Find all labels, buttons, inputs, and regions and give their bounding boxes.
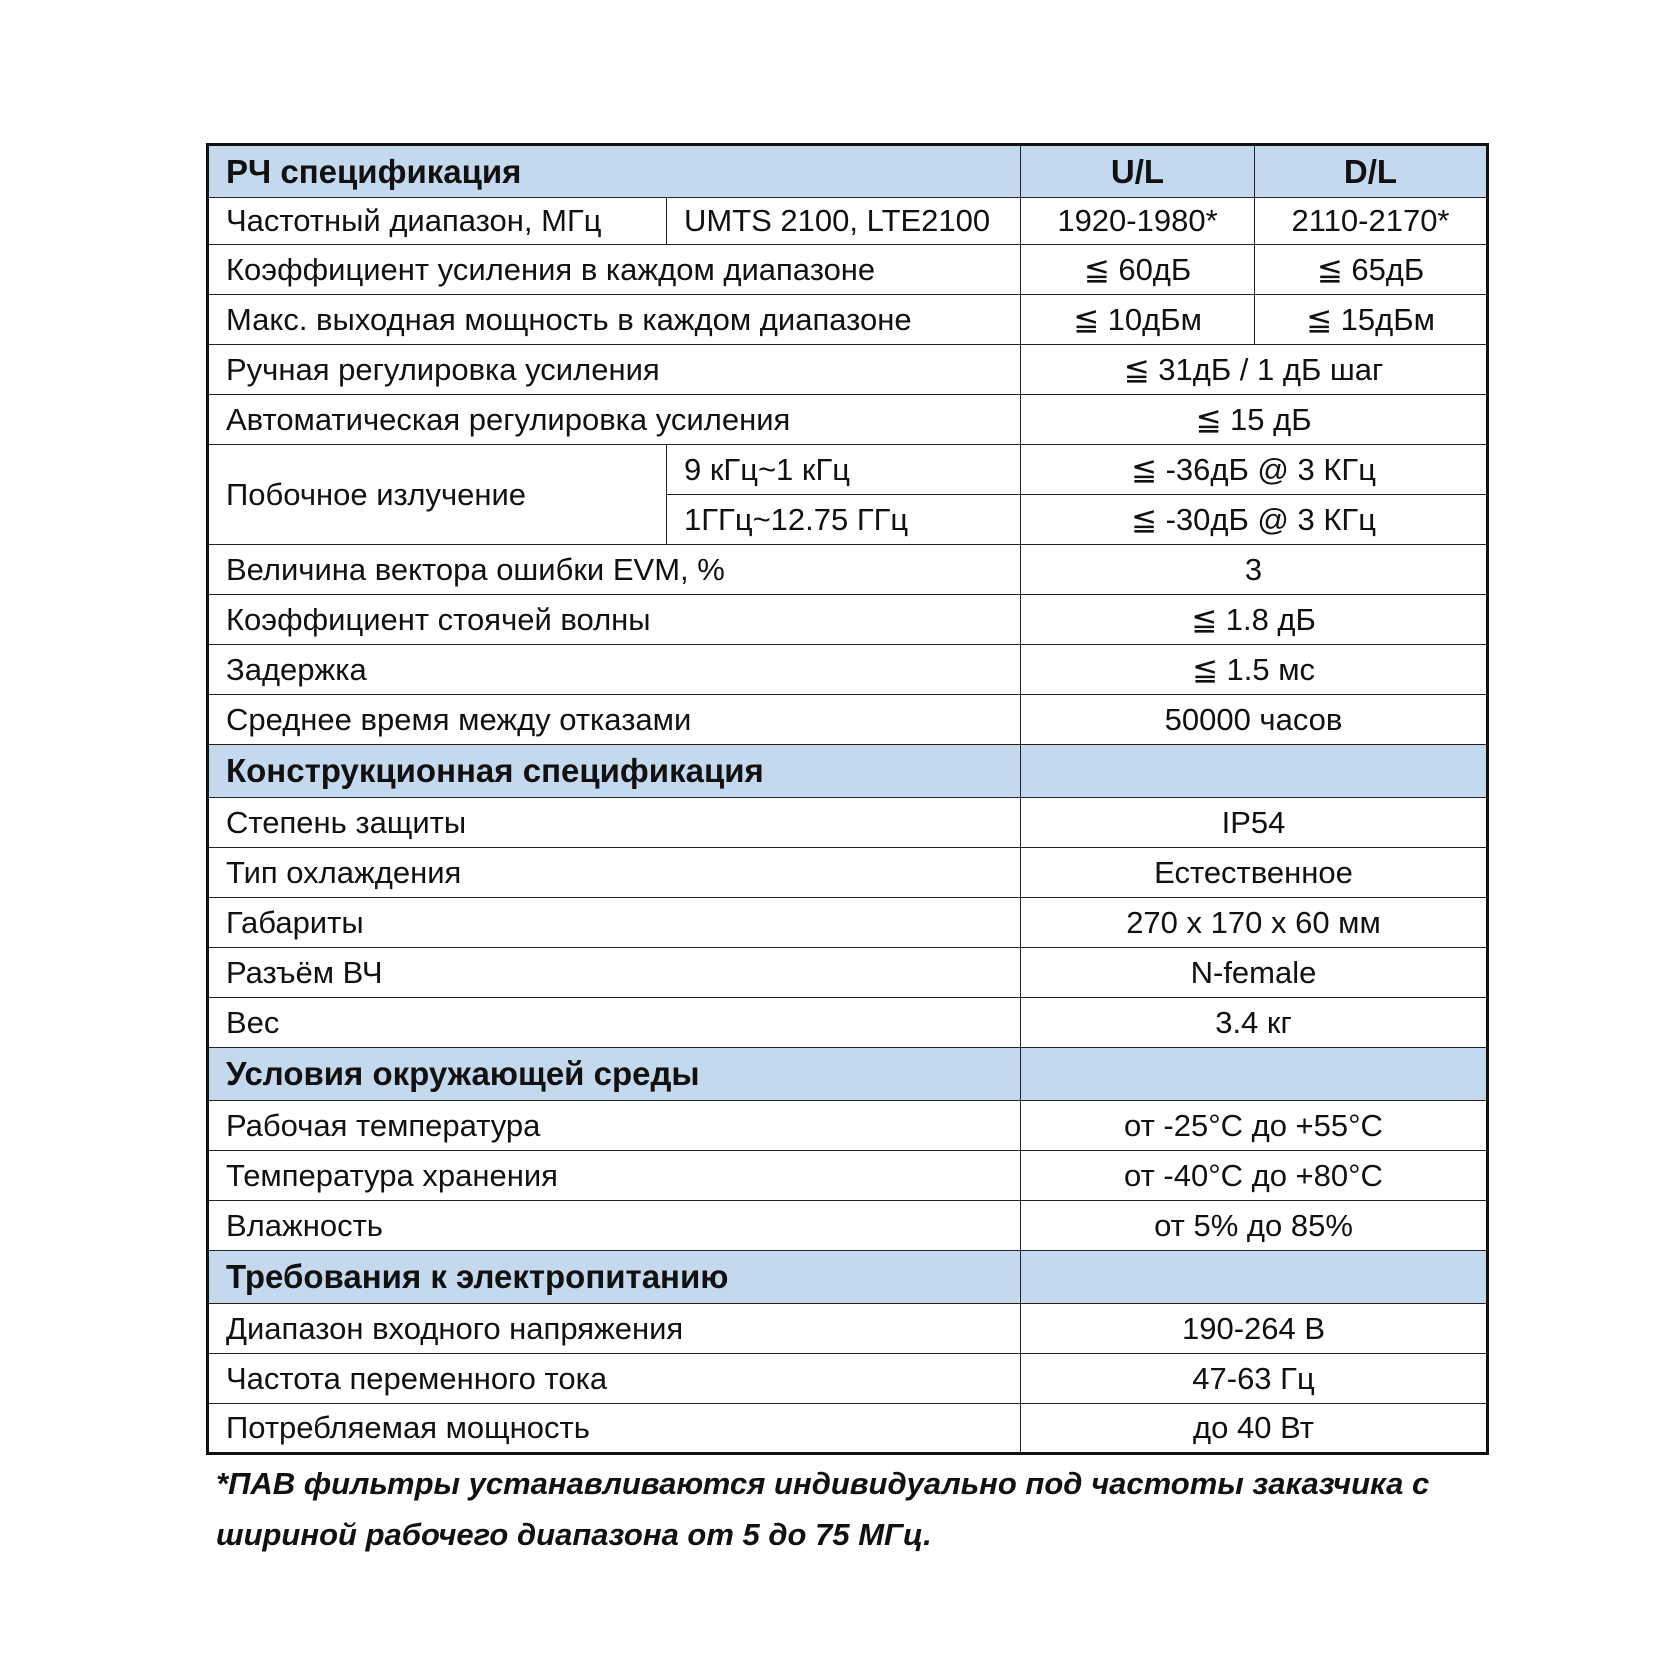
- row-label: Коэффициент усиления в каждом диапазоне: [208, 245, 1021, 295]
- spec-table: [206, 143, 1489, 1455]
- row-label: Вес: [208, 998, 1021, 1048]
- ul-column-header: U/L: [1021, 145, 1255, 198]
- table-row: [208, 198, 1488, 245]
- row-value: до 40 Вт: [1021, 1404, 1488, 1454]
- row-value: N-female: [1021, 948, 1488, 998]
- row-value: ≦ 1.8 дБ: [1021, 595, 1488, 645]
- row-label: Тип охлаждения: [208, 848, 1021, 898]
- pwr-header-row: [208, 1251, 1488, 1304]
- table-row: [208, 345, 1488, 395]
- table-row: [208, 295, 1488, 345]
- row-subrange: 9 кГц~1 кГц: [667, 445, 1021, 495]
- row-value: 47-63 Гц: [1021, 1354, 1488, 1404]
- row-value: ≦ -36дБ @ 3 КГц: [1021, 445, 1488, 495]
- table-row: [208, 595, 1488, 645]
- row-value: от -40°С до +80°С: [1021, 1151, 1488, 1201]
- table-row: [208, 948, 1488, 998]
- row-ul-value: ≦ 10дБм: [1021, 295, 1255, 345]
- table-row: [208, 1151, 1488, 1201]
- dl-column-header: D/L: [1255, 145, 1488, 198]
- row-value: IP54: [1021, 798, 1488, 848]
- row-label: Автоматическая регулировка усиления: [208, 395, 1021, 445]
- row-value: 190-264 В: [1021, 1304, 1488, 1354]
- footnote: *ПАВ фильтры устанавливаются индивидуально под частоты заказчика с шириной рабочего диапазона от 5 до 75 МГц.: [216, 1466, 1430, 1552]
- row-value: от 5% до 85%: [1021, 1201, 1488, 1251]
- row-value: от -25°С до +55°С: [1021, 1101, 1488, 1151]
- row-value: ≦ -30дБ @ 3 КГц: [1021, 495, 1488, 545]
- row-value: ≦ 31дБ / 1 дБ шаг: [1021, 345, 1488, 395]
- rf-section-title: РЧ спецификация: [208, 145, 1021, 198]
- section-header-blank: [1021, 1251, 1488, 1304]
- table-row: [208, 1201, 1488, 1251]
- table-row: [208, 445, 1488, 495]
- row-label: Разъём ВЧ: [208, 948, 1021, 998]
- row-value: 3: [1021, 545, 1488, 595]
- table-row: [208, 695, 1488, 745]
- table-row: [208, 645, 1488, 695]
- table-row: [208, 245, 1488, 295]
- mech-section-title: Конструкционная спецификация: [208, 745, 1021, 798]
- section-header-blank: [1021, 1048, 1488, 1101]
- table-row: [208, 798, 1488, 848]
- row-value: Естественное: [1021, 848, 1488, 898]
- row-label: Габариты: [208, 898, 1021, 948]
- table-row: [208, 1304, 1488, 1354]
- pwr-section-title: Требования к электропитанию: [208, 1251, 1021, 1304]
- mech-header-row: [208, 745, 1488, 798]
- row-ul-value: 1920-1980*: [1021, 198, 1255, 245]
- row-subrange: 1ГГц~12.75 ГГц: [667, 495, 1021, 545]
- row-label: Среднее время между отказами: [208, 695, 1021, 745]
- row-label: Макс. выходная мощность в каждом диапазоне: [208, 295, 1021, 345]
- table-row: [208, 898, 1488, 948]
- row-label: Влажность: [208, 1201, 1021, 1251]
- row-value: ≦ 1.5 мс: [1021, 645, 1488, 695]
- rf-header-row: [208, 145, 1488, 198]
- row-ul-value: ≦ 60дБ: [1021, 245, 1255, 295]
- row-value: 3.4 кг: [1021, 998, 1488, 1048]
- row-label: Частотный диапазон, МГц: [208, 198, 667, 245]
- row-label: Потребляемая мощность: [208, 1404, 1021, 1454]
- row-value: ≦ 15 дБ: [1021, 395, 1488, 445]
- row-label: Температура хранения: [208, 1151, 1021, 1201]
- table-row: [208, 848, 1488, 898]
- section-header-blank: [1021, 745, 1488, 798]
- row-value: 50000 часов: [1021, 695, 1488, 745]
- row-label: Ручная регулировка усиления: [208, 345, 1021, 395]
- row-label: Степень защиты: [208, 798, 1021, 848]
- table-row: [208, 1404, 1488, 1454]
- table-row: [208, 1354, 1488, 1404]
- row-label: Диапазон входного напряжения: [208, 1304, 1021, 1354]
- table-row: [208, 395, 1488, 445]
- row-dl-value: ≦ 65дБ: [1255, 245, 1488, 295]
- env-section-title: Условия окружающей среды: [208, 1048, 1021, 1101]
- row-label: Частота переменного тока: [208, 1354, 1021, 1404]
- table-row: [208, 1101, 1488, 1151]
- row-label: Побочное излучение: [208, 445, 667, 545]
- env-header-row: [208, 1048, 1488, 1101]
- table-row: [208, 998, 1488, 1048]
- row-label: Рабочая температура: [208, 1101, 1021, 1151]
- row-dl-value: ≦ 15дБм: [1255, 295, 1488, 345]
- row-value: 270 х 170 х 60 мм: [1021, 898, 1488, 948]
- row-dl-value: 2110-2170*: [1255, 198, 1488, 245]
- row-standard: UMTS 2100, LTE2100: [667, 198, 1021, 245]
- row-label: Коэффициент стоячей волны: [208, 595, 1021, 645]
- row-label: Величина вектора ошибки EVM, %: [208, 545, 1021, 595]
- table-row: [208, 545, 1488, 595]
- row-label: Задержка: [208, 645, 1021, 695]
